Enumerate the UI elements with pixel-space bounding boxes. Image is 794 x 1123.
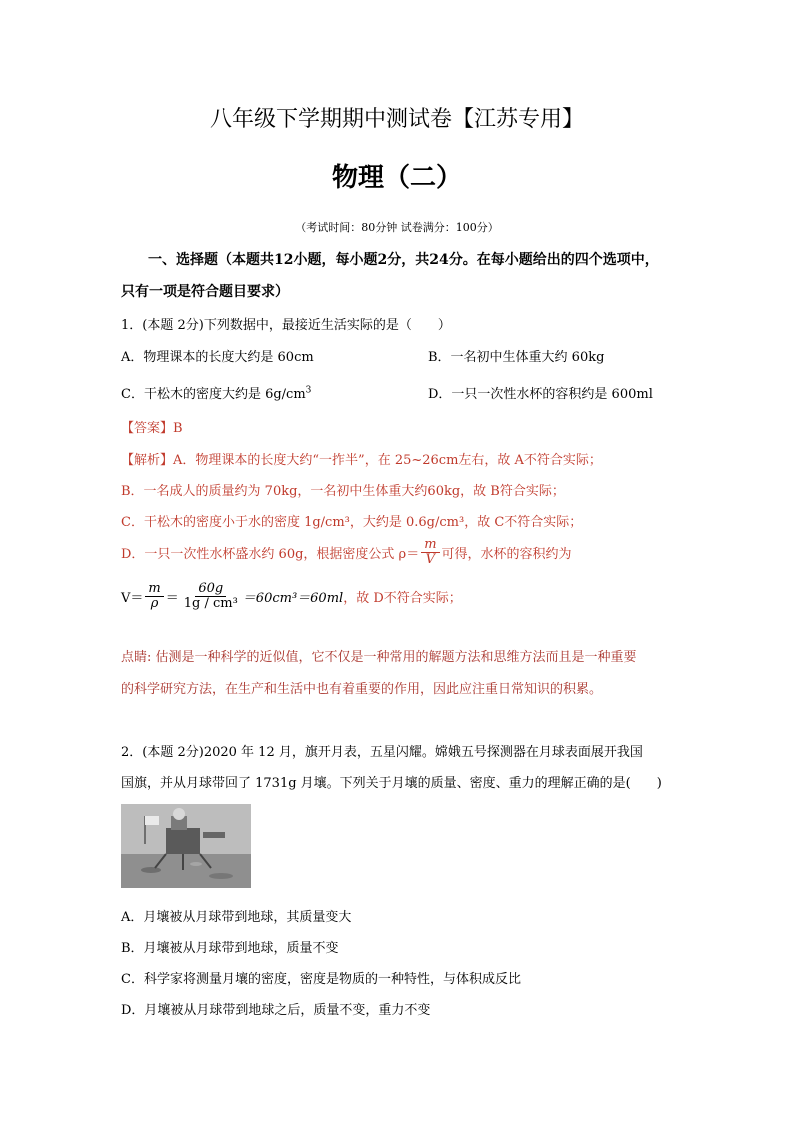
lunar-lander-photo xyxy=(121,804,251,888)
q1-answer: 【答案】B xyxy=(121,421,183,436)
density-fraction xyxy=(421,538,439,566)
q1-analysis-c: C．干松木的密度小于水的密度 1g/cm³，大约是 0.6g/cm³，故 C不符合实际； xyxy=(121,515,583,530)
formula-eq2: ＝60cm³＝60ml xyxy=(242,590,344,606)
q1-stem: 1．(本题 2分)下列数据中，最接近生活实际的是（ ） xyxy=(121,318,451,333)
formula-fraction-2-den: 1g / cm³ xyxy=(183,595,238,611)
q2-stem-line1: 2．(本题 2分)2020 年 12 月，旗开月表，五星闪耀。嫦娥五号探测器在月球表面展开我国 xyxy=(121,745,643,760)
q1-option-b: B．一名初中生体重大约 60kg xyxy=(428,350,605,365)
q2-option-a: A．月壤被从月球带到地球，其质量变大 xyxy=(121,910,352,925)
q1-option-c xyxy=(121,383,311,402)
lunar-lander-illustration xyxy=(121,804,251,888)
analysis-d-pre: D．一只一次性水杯盛水约 60g，根据密度公式 ρ＝ xyxy=(121,546,420,562)
formula-v: V＝ xyxy=(121,590,144,606)
section-heading-line1: 一、选择题（本题共12小题，每小题2分，共24分。在每小题给出的四个选项中， xyxy=(148,252,659,268)
formula-fraction-2-num: 60g xyxy=(195,582,226,597)
analysis-label: 【解析】 xyxy=(121,453,174,468)
formula-eq1: ＝ xyxy=(165,590,179,606)
section-heading-line2: 只有一项是符合题目要求） xyxy=(121,284,289,300)
formula-fraction-1-num: m xyxy=(145,582,163,597)
q1-option-a: A．物理课本的长度大约是 60cm xyxy=(121,350,314,365)
q2-option-c: C．科学家将测量月壤的密度，密度是物质的一种特性，与体积成反比 xyxy=(121,972,521,987)
density-fraction-den: V xyxy=(425,551,436,567)
q2-option-b: B．月壤被从月球带到地球，质量不变 xyxy=(121,941,339,956)
q1-analysis-d xyxy=(121,538,572,566)
exam-info: （考试时间：80分钟 试卷满分：100分） xyxy=(295,221,499,234)
formula-tail: ，故 D不符合实际； xyxy=(343,590,462,606)
subject-title: 物理（二） xyxy=(331,163,462,193)
formula-fraction-1-den: ρ xyxy=(150,595,159,611)
analysis-d-post: 可得，水杯的容积约为 xyxy=(441,546,572,562)
formula-fraction-2 xyxy=(181,582,241,610)
q2-option-d: D．月壤被从月球带到地球之后，质量不变，重力不变 xyxy=(121,1003,431,1018)
q1-analysis-b: B．一名成人的质量约为 70kg，一名初中生体重大约60kg，故 B符合实际； xyxy=(121,484,565,499)
note-line2: 的科学研究方法，在生产和生活中也有着重要的作用，因此应注重日常知识的积累。 xyxy=(121,682,603,697)
analysis-a-text: A．物理课本的长度大约“一拃半”，在 25~26cm左右，故 A不符合实际； xyxy=(173,453,602,468)
note-line1: 点睛: 估测是一种科学的近似值，它不仅是一种常用的解题方法和思维方法而且是一种重要 xyxy=(121,650,637,665)
formula-fraction-1 xyxy=(145,582,163,610)
q1-option-c-sup: 3 xyxy=(305,385,312,396)
volume-formula xyxy=(121,582,462,610)
q1-analysis-a xyxy=(121,449,602,468)
q1-option-d: D．一只一次性水杯的容积约是 600ml xyxy=(428,387,653,402)
q2-stem-line2: 国旗，并从月球带回了 1731g 月壤。下列关于月壤的质量、密度、重力的理解正确的是( ) xyxy=(121,776,662,791)
density-fraction-num: m xyxy=(421,538,439,553)
exam-title: 八年级下学期期中测试卷【江苏专用】 xyxy=(209,107,584,132)
q1-option-c-text: C．干松木的密度大约是 6g/cm xyxy=(121,387,306,402)
